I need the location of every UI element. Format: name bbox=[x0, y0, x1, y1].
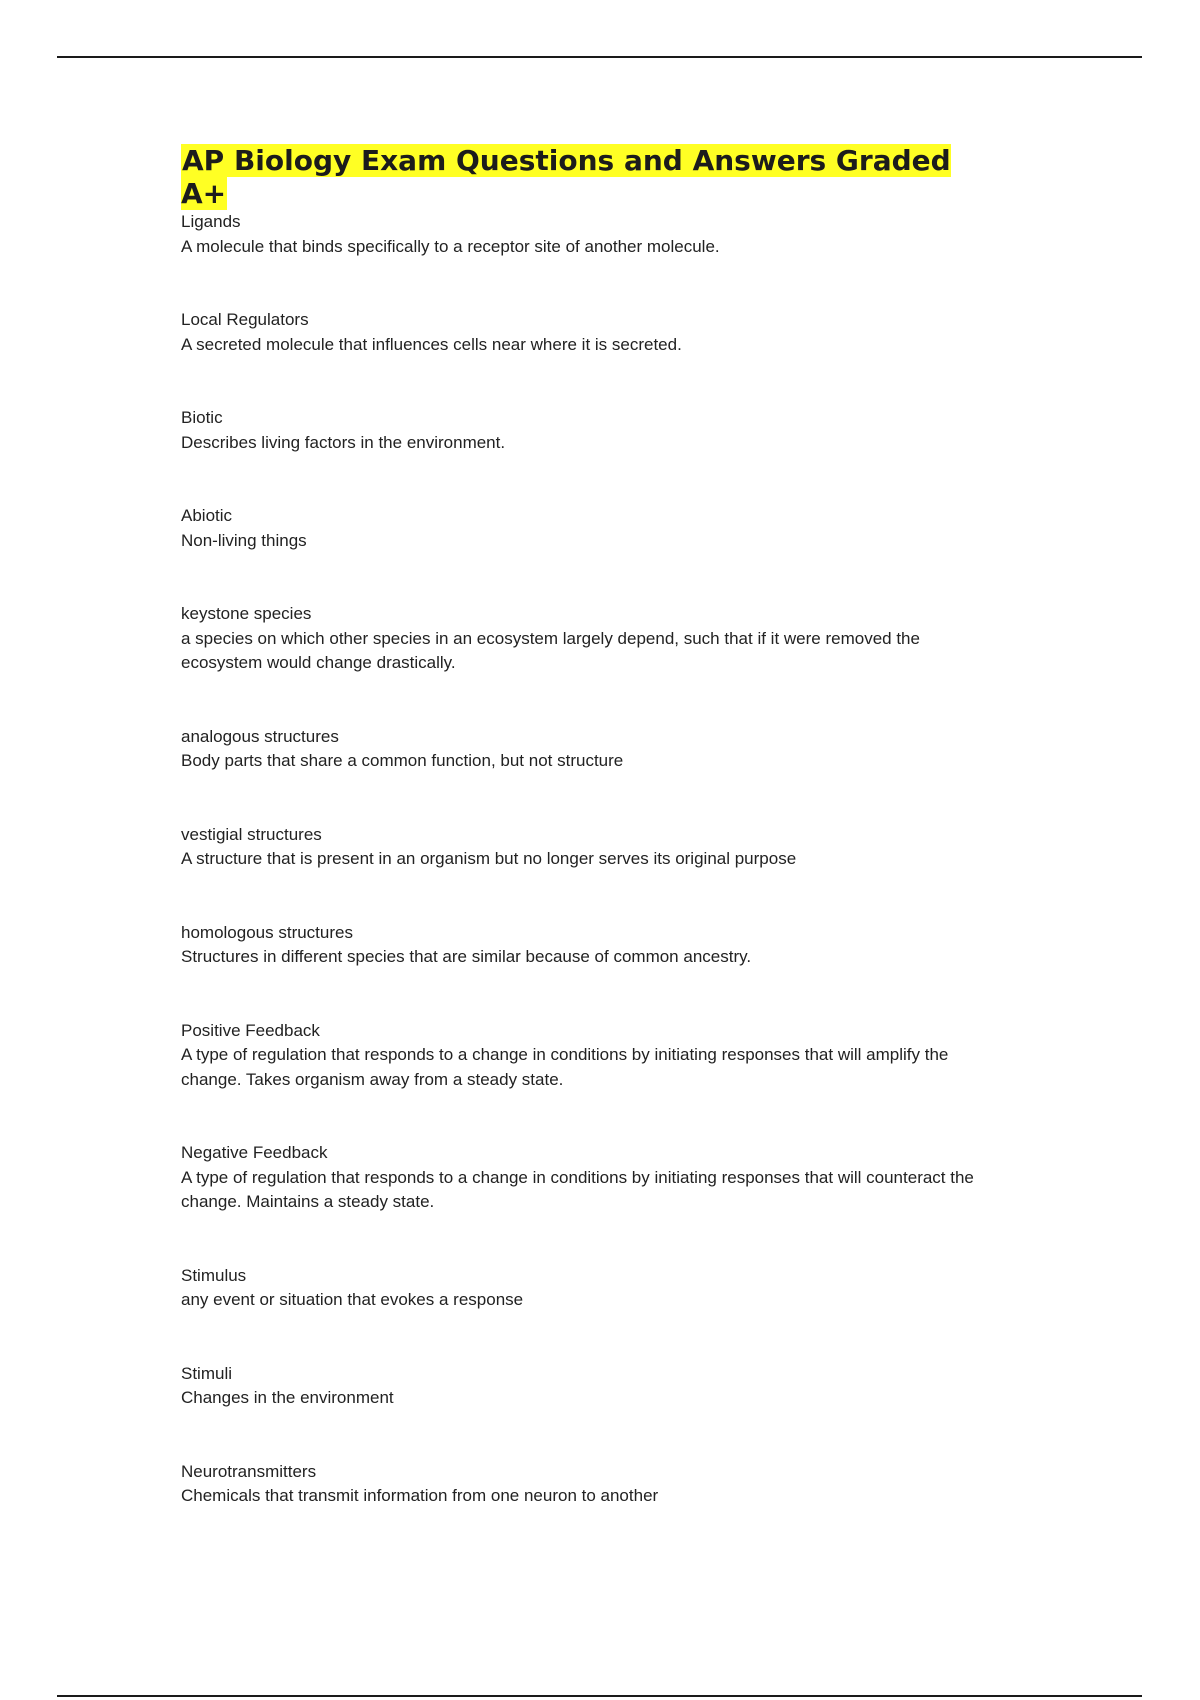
entry-term: keystone species bbox=[181, 604, 312, 623]
entry-definition: Structures in different species that are similar because of common ancestry. bbox=[181, 947, 752, 966]
entry-term: analogous structures bbox=[181, 726, 339, 746]
entry bbox=[181, 1362, 1001, 1411]
entry-definition: Body parts that share a common function, but not structure bbox=[181, 751, 624, 770]
entry bbox=[181, 823, 1001, 872]
entry bbox=[181, 1264, 1001, 1313]
entry-definition: Changes in the environment bbox=[181, 1388, 394, 1407]
entry bbox=[181, 1460, 1001, 1509]
entry-term: Neurotransmitters bbox=[181, 1461, 317, 1481]
entry bbox=[181, 921, 1001, 970]
entry-definition: Chemicals that transmit information from one neuron to another bbox=[181, 1486, 659, 1505]
entry-term: Abiotic bbox=[181, 506, 233, 525]
entry bbox=[181, 1019, 1001, 1093]
entry-definition: Non-living things bbox=[181, 530, 307, 550]
entry bbox=[181, 504, 1001, 553]
entry bbox=[181, 725, 1001, 774]
entry-term: vestigial structures bbox=[181, 824, 322, 844]
entry-definition: A structure that is present in an organism but no longer serves its original purpose bbox=[181, 849, 797, 868]
bottom-rule bbox=[57, 1695, 1142, 1697]
entry-term: homologous structures bbox=[181, 922, 353, 942]
entry bbox=[181, 308, 1001, 357]
entry-definition: A type of regulation that responds to a change in conditions by initiating responses that will amplify the change. Takes organism away from a steady state. bbox=[181, 1045, 949, 1089]
document-title bbox=[181, 144, 1001, 210]
entry bbox=[181, 602, 1001, 676]
entry bbox=[181, 210, 1001, 259]
entry-definition: A secreted molecule that influences cells near where it is secreted. bbox=[181, 334, 682, 354]
entry-term: Ligands bbox=[181, 212, 241, 231]
entry-term: Positive Feedback bbox=[181, 1020, 320, 1040]
entry-term: Negative Feedback bbox=[181, 1143, 328, 1162]
entry-term: Stimulus bbox=[181, 1265, 247, 1285]
entry-term: Biotic bbox=[181, 408, 223, 427]
title-highlight: AP Biology Exam Questions and Answers Graded A+ bbox=[181, 144, 951, 210]
entry-definition: A molecule that binds specifically to a receptor site of another molecule. bbox=[181, 236, 720, 256]
top-rule bbox=[57, 56, 1142, 58]
entry-definition: any event or situation that evokes a response bbox=[181, 1290, 524, 1309]
entry-definition: Describes living factors in the environment. bbox=[181, 432, 506, 452]
entry-term: Stimuli bbox=[181, 1363, 233, 1383]
entry bbox=[181, 406, 1001, 455]
entry-term: Local Regulators bbox=[181, 310, 309, 329]
document-body bbox=[181, 144, 1001, 1509]
entry-definition: A type of regulation that responds to a change in conditions by initiating responses that will counteract the change. Maintains a steady state. bbox=[181, 1167, 974, 1211]
entry-definition: a species on which other species in an ecosystem largely depend, such that if it were removed the ecosystem would change drastically. bbox=[181, 628, 920, 672]
entry bbox=[181, 1141, 1001, 1215]
